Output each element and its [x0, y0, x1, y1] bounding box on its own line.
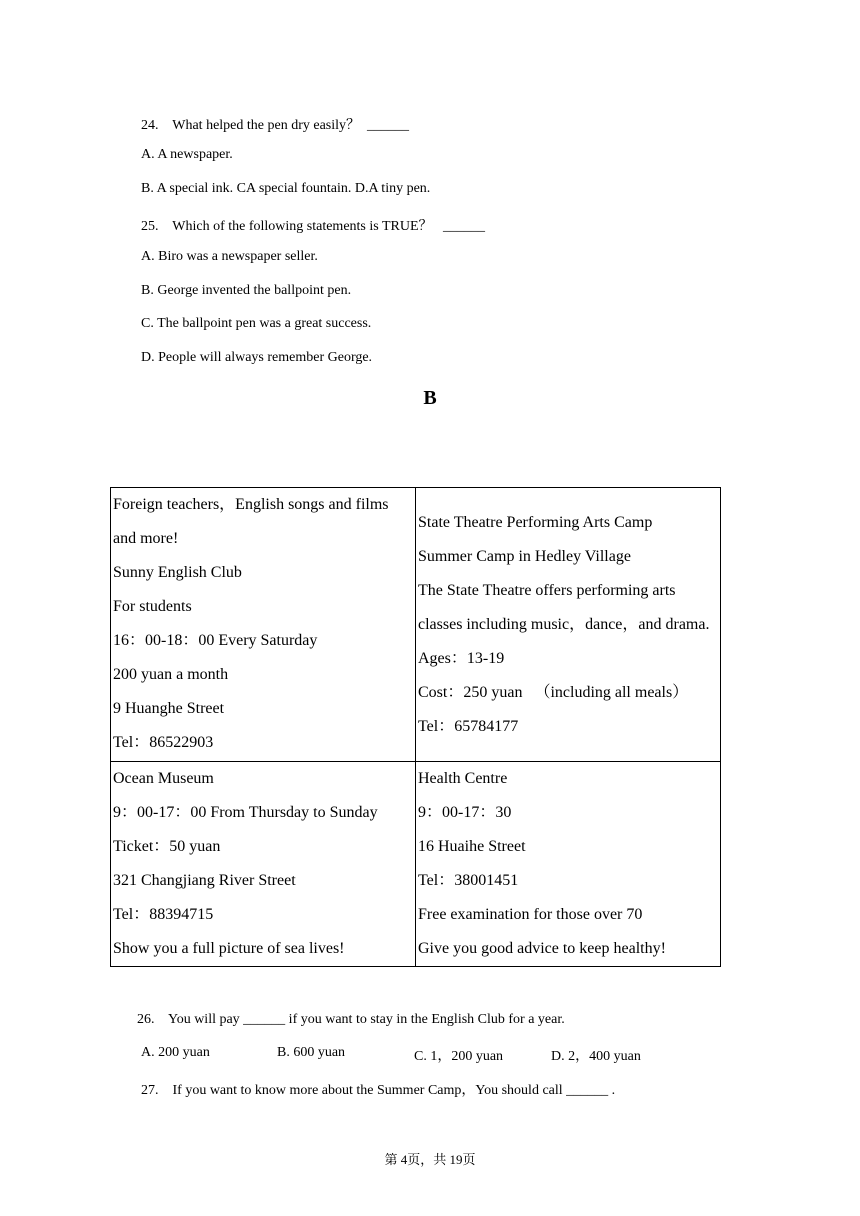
ad-line: Health Centre: [418, 770, 508, 787]
ad-line: Tel：65784177: [418, 717, 519, 735]
ad-line: For students: [113, 598, 192, 615]
question-25-option-b: B. George invented the ballpoint pen.: [141, 283, 352, 298]
ad-line: 9：00-17：30: [418, 804, 512, 821]
ad-line: Cost：250 yuan （including all meals）: [418, 683, 689, 701]
ad-line: Ages：13-19: [418, 649, 505, 667]
ad-line: 16 Huaihe Street: [418, 838, 526, 855]
question-26-stem: 26. You will pay ______ if you want to stay in the English Club for a year.: [137, 1012, 565, 1027]
question-26-option-a: A. 200 yuan: [141, 1045, 210, 1060]
question-27-stem: 27. If you want to know more about the Summer Camp，You should call ______ .: [141, 1083, 616, 1098]
ad-line: 9 Huanghe Street: [113, 700, 225, 717]
ad-line: The State Theatre offers performing arts: [418, 581, 676, 599]
question-26-option-c: C. 1，200 yuan: [414, 1049, 504, 1064]
ad-line: Sunny English Club: [113, 564, 242, 581]
ad-state-theatre-camp: [416, 488, 721, 762]
ad-sunny-english-club: [111, 488, 416, 762]
question-26-option-b: B. 600 yuan: [277, 1045, 346, 1060]
ads-row-1: [111, 488, 721, 762]
question-24-option-b: B. A special ink. CA special fountain. D.A tiny pen.: [141, 181, 431, 196]
ad-health-centre: [416, 762, 721, 967]
ad-line: Tel：88394715: [113, 906, 214, 923]
ad-line: State Theatre Performing Arts Camp: [418, 513, 653, 531]
ad-line: Tel：86522903: [113, 734, 214, 751]
ad-ocean-museum: [111, 762, 416, 967]
question-24-stem: 24. What helped the pen dry easily？ ______: [141, 118, 410, 133]
ad-line: Free examination for those over 70: [418, 906, 643, 923]
ad-line: classes including music，dance，and drama.: [418, 615, 710, 633]
question-25-stem: 25. Which of the following statements is TRUE？ ______: [141, 219, 486, 234]
ad-line: Summer Camp in Hedley Village: [418, 547, 631, 565]
ad-line: Tel：38001451: [418, 872, 519, 889]
ad-line: 9：00-17：00 From Thursday to Sunday: [113, 804, 378, 821]
section-title: B: [423, 387, 437, 409]
ad-line: Ticket：50 yuan: [113, 838, 221, 855]
question-25-option-d: D. People will always remember George.: [141, 350, 373, 365]
ad-line: 321 Changjiang River Street: [113, 872, 296, 889]
ad-line: Ocean Museum: [113, 770, 214, 787]
ads-table: [110, 487, 721, 967]
question-25-option-a: A. Biro was a newspaper seller.: [141, 249, 318, 264]
question-24-option-a: A. A newspaper.: [141, 147, 233, 162]
page-footer: 第 4页，共 19页: [384, 1152, 476, 1167]
question-25-option-c: C. The ballpoint pen was a great success.: [141, 316, 372, 331]
ad-line: 16：00-18：00 Every Saturday: [113, 632, 318, 649]
ad-line: and more!: [113, 530, 179, 547]
ads-row-2: [111, 762, 721, 967]
ad-line: Give you good advice to keep healthy!: [418, 940, 666, 957]
question-26-option-d: D. 2，400 yuan: [551, 1049, 641, 1064]
ad-line: Show you a full picture of sea lives!: [113, 940, 345, 957]
ad-line: 200 yuan a month: [113, 666, 229, 683]
ad-line: Foreign teachers，English songs and films: [113, 496, 389, 513]
